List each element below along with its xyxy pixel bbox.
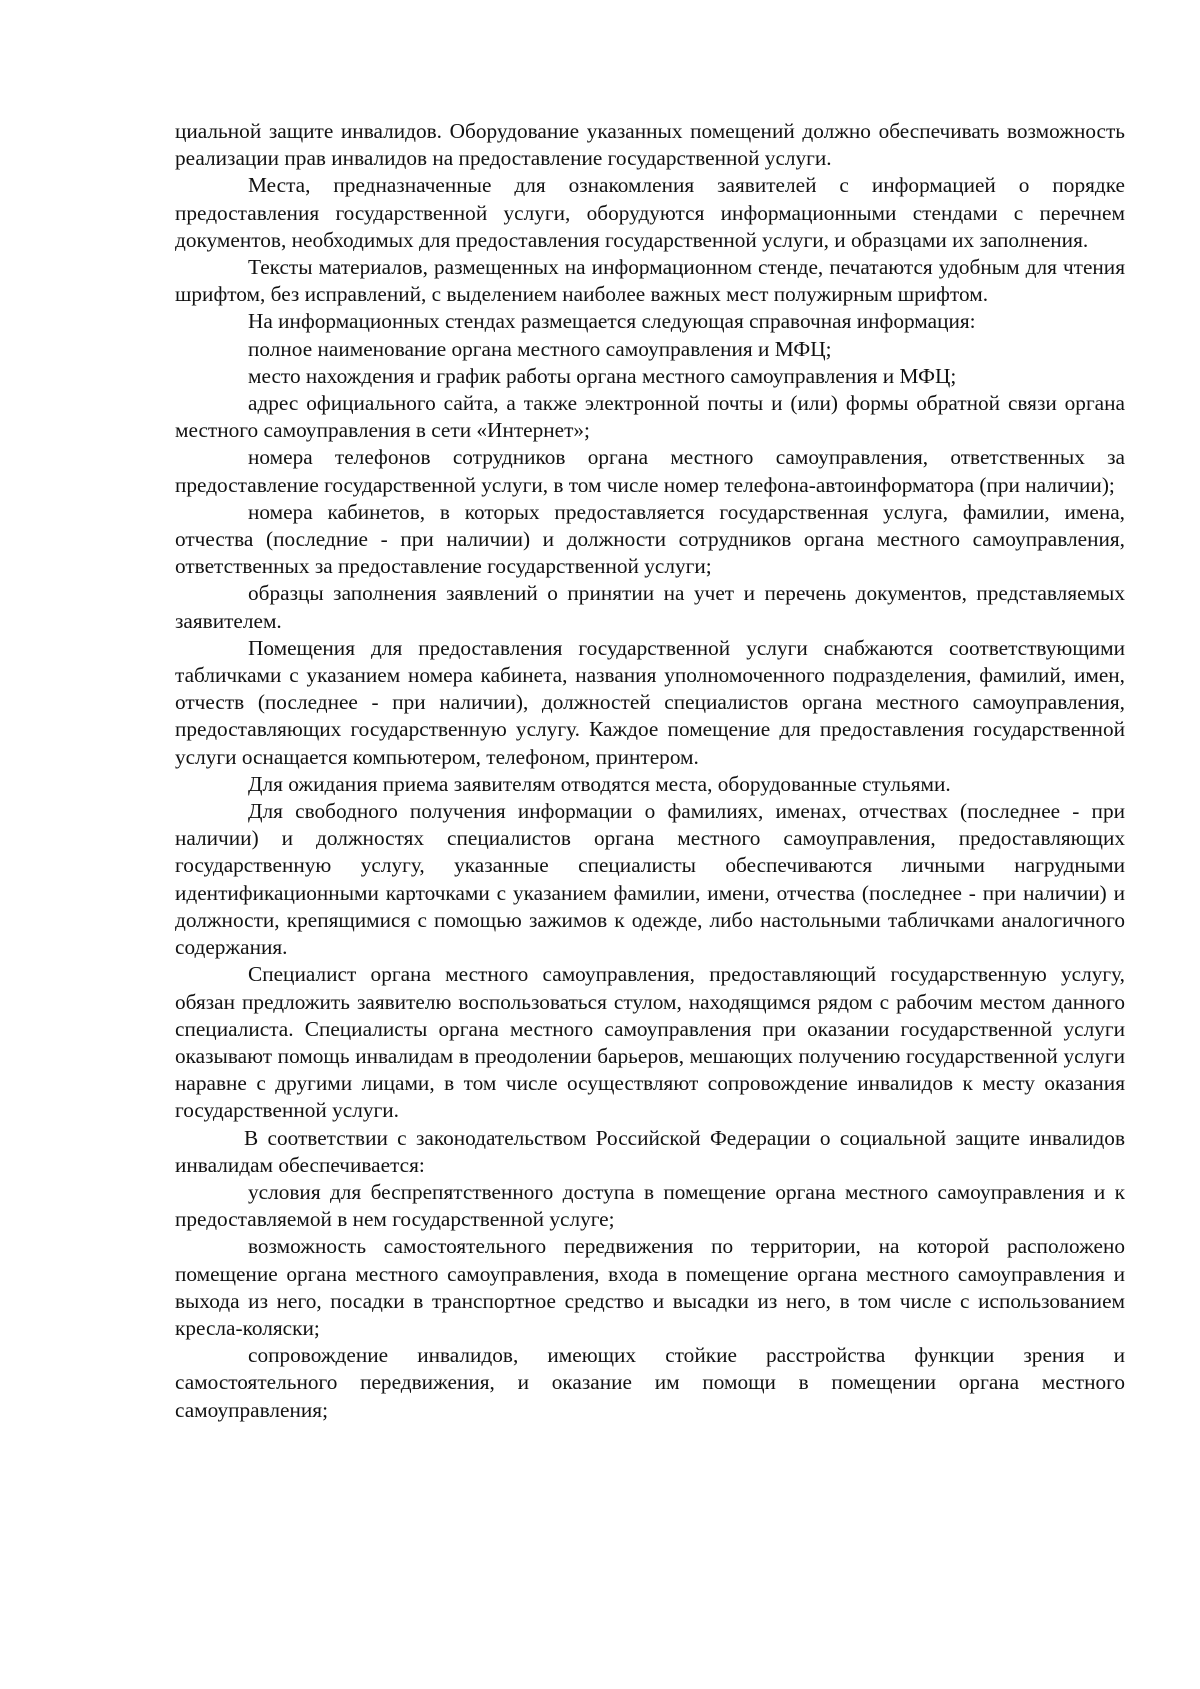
list-item-phone-numbers: номера телефонов сотрудников органа местного самоуправления, ответственных за предоставление государственной услуги, в том числе номер телефона-автоинформатора (при наличии); [175,445,1125,497]
list-item-website-address: адрес официального сайта, а также электронной почты и (или) формы обратной связи органа местного самоуправления в сети «Интернет»; [175,391,1125,443]
list-item-location-schedule: место нахождения и график работы органа местного самоуправления и МФЦ; [248,363,957,388]
list-item-access-conditions: условия для беспрепятственного доступа в помещение органа местного самоуправления и к предоставляемой в нем государственной услуге; [175,1179,1125,1232]
list-item-full-name: полное наименование органа местного самоуправления и МФЦ; [248,336,832,361]
paragraph-room-plates: Помещения для предоставления государственной услуги снабжаются соответствующими табличками с указанием номера кабинета, названия уполномоченного подразделения, фамилий, имен, отчеств (последнее - при наличии), должностей специалистов органа местного самоуправления, предоставляющих государственную услугу. Каждое помещение для предоставления государственной услуги оснащается компьютером, телефоном, принтером. [175,635,1125,769]
document-body [175,118,1125,1424]
paragraph-legislation: В соответствии с законодательством Российской Федерации о социальной защите инвалидов инвалидам обеспечивается: [175,1125,1125,1177]
paragraph-stand-info-intro: На информационных стендах размещается следующая справочная информация: [248,309,976,334]
paragraph-continuation: циальной защите инвалидов. Оборудование указанных помещений должно обеспечивать возможность реализации прав инвалидов на предоставление государственной услуги. [175,119,1125,171]
list-item-escort: сопровождение инвалидов, имеющих стойкие расстройства функции зрения и самостоятельного передвижения, и оказание им помощи в помещении органа местного самоуправления; [175,1343,1125,1422]
list-item-movement: возможность самостоятельного передвижения по территории, на которой расположено помещение органа местного самоуправления, входа в помещение органа местного самоуправления и выхода из него, посадки в транспортное средство и высадки из него, в том числе с использованием кресла-коляски; [175,1234,1125,1340]
paragraph-waiting-places: Для ожидания приема заявителям отводятся места, оборудованные стульями. [248,771,951,796]
paragraph-info-places: Места, предназначенные для ознакомления заявителей с информацией о порядке предоставления государственной услуги, оборудуются информационными стендами с перечнем документов, необходимых для предоставления государственной услуги, и образцами их заполнения. [175,173,1125,252]
list-item-form-samples: образцы заполнения заявлений о принятии на учет и перечень документов, представляемых заявителем. [175,581,1125,633]
list-item-office-numbers: номера кабинетов, в которых предоставляется государственная услуга, фамилии, имена, отчества (последние - при наличии) и должности сотрудников органа местного самоуправления, ответственных за предоставление государственной услуги; [175,499,1125,579]
paragraph-stand-texts: Тексты материалов, размещенных на информационном стенде, печатаются удобным для чтения шрифтом, без исправлений, с выделением наиболее важных мест полужирным шрифтом. [175,255,1125,307]
paragraph-specialist-duties: Специалист органа местного самоуправления, предоставляющий государственную услугу, обязан предложить заявителю воспользоваться стулом, находящимся рядом с рабочим местом данного специалиста. Специалисты органа местного самоуправления при оказании государственной услуги оказывают помощь инвалидам в преодолении барьеров, мешающих получению государственной услуги наравне с другими лицами, в том числе осуществляют сопровождение инвалидов к месту оказания государственной услуги. [175,962,1125,1123]
paragraph-badges: Для свободного получения информации о фамилиях, именах, отчествах (последнее - при наличии) и должностях специалистов органа местного самоуправления, предоставляющих государственную услугу, указанные специалисты обеспечиваются личными нагрудными идентификационными карточками с указанием фамилии, имени, отчества (последнее - при наличии) и должности, крепящимися с помощью зажимов к одежде, либо настольными табличками аналогичного содержания. [175,799,1125,960]
